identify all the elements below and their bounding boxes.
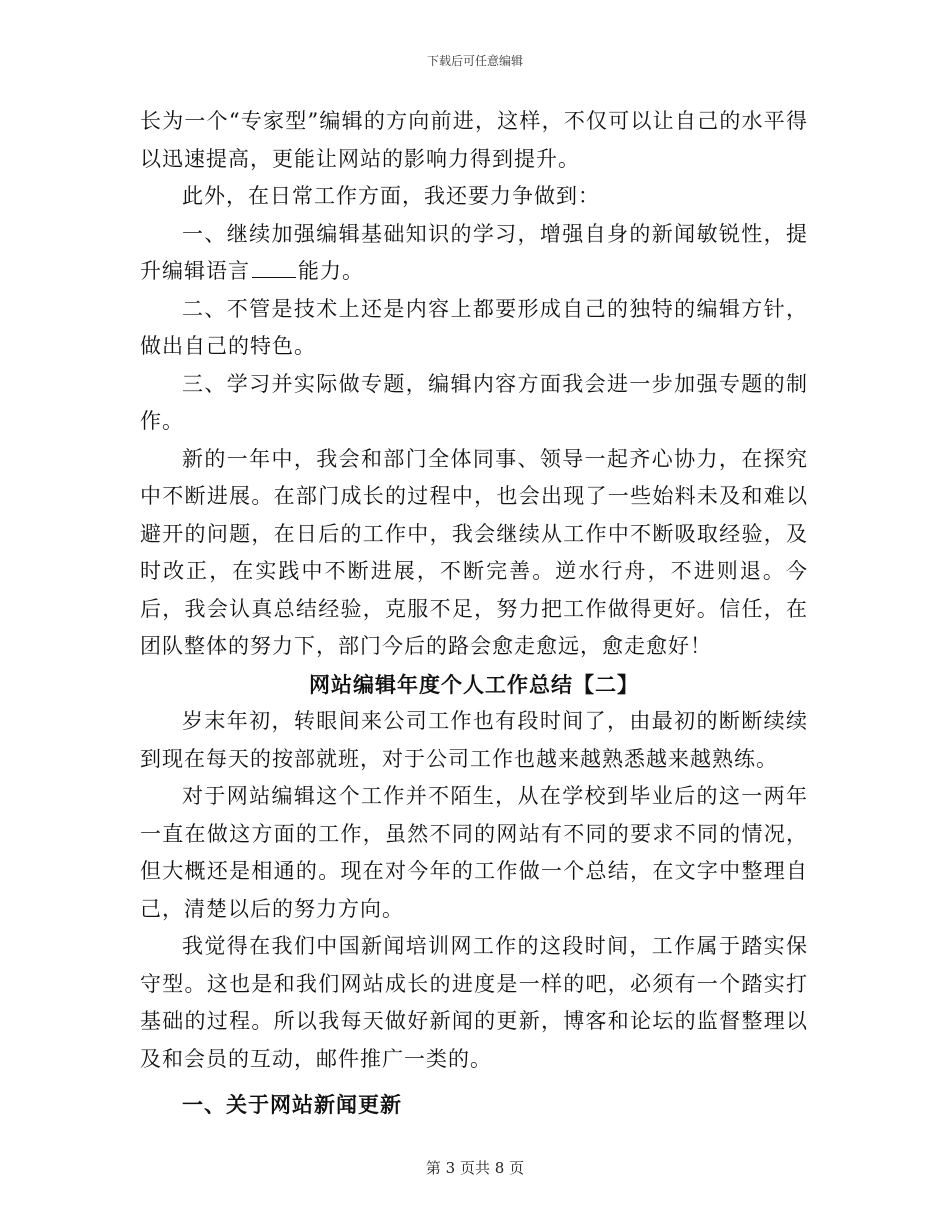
list-item-1-text-end: 能力。 bbox=[298, 259, 364, 283]
subsection-heading: 一、关于网站新闻更新 bbox=[182, 1092, 402, 1117]
paragraph-work-style: 我觉得在我们中国新闻培训网工作的这段时间，工作属于踏实保守型。这也是和我们网站成长的进度是一样的吧，必须有一个踏实打基础的过程。所以我每天做好新闻的更新，博客和论坛的监督整理以及和会员的互动，邮件推广一类的。 bbox=[140, 934, 808, 1071]
paragraph-list-item-3: 三、学习并实际做专题，编辑内容方面我会进一步加强专题的制作。 bbox=[140, 371, 808, 433]
paragraph-year-end: 岁末年初，转眼间来公司工作也有段时间了，由最初的断断续续到现在每天的按部就班，对于公司工作也越来越熟悉越来越熟练。 bbox=[140, 709, 808, 771]
paragraph-new-year: 新的一年中，我会和部门全体同事、领导一起齐心协力，在探究中不断进展。在部门成长的过程中，也会出现了一些始料未及和难以避开的问题，在日后的工作中，我会继续从工作中不断吸取经验，及时改正，在实践中不断进展，不断完善。逆水行舟，不进则退。今后，我会认真总结经验，克服不足，努力把工作做得更好。信任，在团队整体的努力下，部门今后的路会愈走愈远，愈走愈好！ bbox=[140, 446, 808, 658]
document-body bbox=[140, 103, 808, 1124]
page-footer: 第 3 页共 8 页 bbox=[425, 1159, 525, 1177]
paragraph-website-editing: 对于网站编辑这个工作并不陌生，从在学校到毕业后的这一两年一直在做这方面的工作，虽然不同的网站有不同的要求不同的情况，但大概还是相通的。现在对今年的工作做一个总结，在文字中整理自己，清楚以后的努力方向。 bbox=[140, 784, 808, 921]
paragraph-list-item-1 bbox=[140, 216, 808, 291]
section-heading: 网站编辑年度个人工作总结【二】 bbox=[309, 671, 639, 697]
blank-underline bbox=[252, 257, 296, 278]
paragraph-list-item-2: 二、不管是技术上还是内容上都要形成自己的独特的编辑方针，做出自己的特色。 bbox=[140, 296, 808, 358]
list-item-1-text: 一、继续加强编辑基础知识的学习，增强自身的新闻敏锐性，提升编辑语言 bbox=[140, 221, 808, 283]
paragraph-continuation: 长为一个“专家型”编辑的方向前进，这样，不仅可以让自己的水平得以迅速提高，更能让网站的影响力得到提升。 bbox=[140, 109, 808, 171]
page-header: 下载后可任意编辑 bbox=[426, 54, 523, 68]
paragraph-intro-list: 此外，在日常工作方面，我还要力争做到： bbox=[182, 184, 600, 208]
